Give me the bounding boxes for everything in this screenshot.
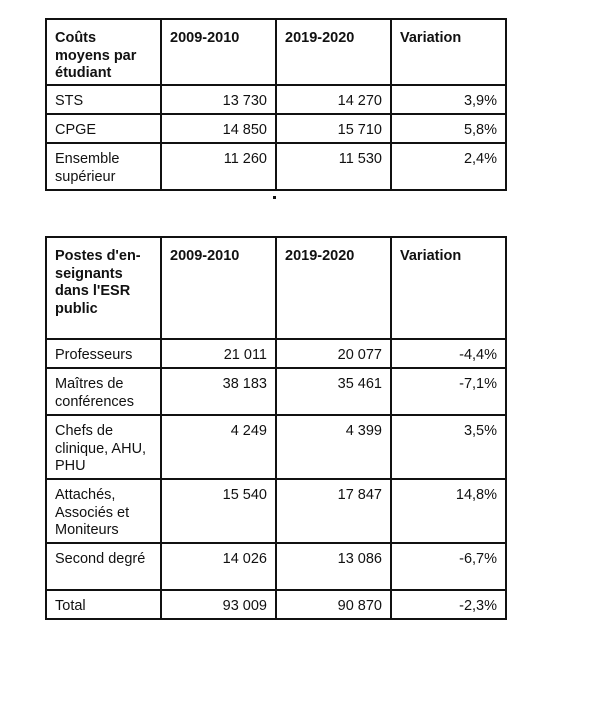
table-row [46, 114, 506, 143]
value-cell [276, 590, 391, 619]
value-variation: 5,8% [463, 122, 497, 138]
value-variation: -7,1% [459, 376, 497, 392]
table-row [46, 479, 506, 543]
value-cell [391, 368, 506, 415]
header-label: 2009-2010 [170, 248, 240, 264]
header-cell [161, 237, 276, 339]
value-2019-2020: 14 270 [337, 93, 382, 109]
value-cell [276, 143, 391, 190]
table-header-row [46, 237, 506, 339]
row-label: CPGE [55, 122, 97, 138]
value-cell [276, 339, 391, 368]
value-2019-2020: 17 847 [337, 487, 382, 503]
row-label: Second degré [55, 551, 146, 567]
value-cell [391, 114, 506, 143]
row-label-cell [46, 590, 161, 619]
value-cell [276, 114, 391, 143]
value-cell [161, 114, 276, 143]
value-2019-2020: 90 870 [337, 598, 382, 614]
header-label: 2019-2020 [285, 248, 355, 264]
value-cell [391, 590, 506, 619]
header-cell [391, 19, 506, 85]
header-label: Variation [400, 248, 462, 264]
value-variation: -2,3% [459, 598, 497, 614]
header-label: 2019-2020 [285, 30, 355, 46]
header-cell [161, 19, 276, 85]
row-label-cell [46, 368, 161, 415]
value-2019-2020: 4 399 [345, 423, 382, 439]
stray-mark [273, 196, 276, 199]
value-variation: 2,4% [463, 151, 497, 167]
row-label-cell [46, 479, 161, 543]
value-variation: -6,7% [459, 551, 497, 567]
row-label-cell [46, 339, 161, 368]
value-variation: 3,9% [463, 93, 497, 109]
value-cell [161, 368, 276, 415]
value-cell [161, 543, 276, 590]
row-label-cell [46, 415, 161, 479]
cost-per-student-table [45, 18, 507, 191]
value-2009-2010: 4 249 [230, 423, 267, 439]
value-cell [276, 479, 391, 543]
value-cell [391, 479, 506, 543]
row-label-cell [46, 85, 161, 114]
value-2019-2020: 35 461 [337, 376, 382, 392]
value-2009-2010: 13 730 [222, 93, 267, 109]
value-cell [161, 85, 276, 114]
value-2009-2010: 93 009 [222, 598, 267, 614]
header-label: 2009-2010 [170, 30, 240, 46]
table-row [46, 143, 506, 190]
value-cell [161, 143, 276, 190]
value-2009-2010: 38 183 [222, 376, 267, 392]
value-variation: 14,8% [455, 487, 497, 503]
value-variation: 3,5% [463, 423, 497, 439]
table-row [46, 590, 506, 619]
value-cell [161, 479, 276, 543]
table-row [46, 339, 506, 368]
table-row [46, 85, 506, 114]
row-label: Professeurs [55, 347, 133, 363]
row-label-cell [46, 543, 161, 590]
value-cell [276, 415, 391, 479]
header-label: Postes d'en-seignants dans l'ESR public [55, 248, 141, 317]
header-label: Variation [400, 30, 462, 46]
row-label: Chefs de clinique, AHU, PHU [55, 423, 147, 474]
value-2009-2010: 14 026 [222, 551, 267, 567]
row-label: Maîtres de conférences [55, 376, 134, 410]
table-header-row [46, 19, 506, 85]
row-label: Ensemble supérieur [55, 151, 120, 185]
value-2009-2010: 21 011 [223, 347, 267, 363]
header-cell [46, 237, 161, 339]
value-cell [161, 590, 276, 619]
value-variation: -4,4% [459, 347, 497, 363]
row-label-cell [46, 143, 161, 190]
header-cell [276, 19, 391, 85]
value-cell [391, 415, 506, 479]
header-cell [276, 237, 391, 339]
value-2009-2010: 11 260 [223, 151, 267, 167]
value-cell [276, 85, 391, 114]
header-cell [46, 19, 161, 85]
row-label-cell [46, 114, 161, 143]
header-cell [391, 237, 506, 339]
row-label: STS [55, 93, 84, 109]
value-2019-2020: 13 086 [337, 551, 382, 567]
table-row [46, 543, 506, 590]
teaching-posts-table [45, 236, 507, 620]
header-label: Coûts moyens par étudiant [55, 30, 137, 81]
row-label: Total [55, 598, 86, 614]
value-cell [276, 368, 391, 415]
value-cell [161, 339, 276, 368]
value-2009-2010: 15 540 [222, 487, 267, 503]
value-2009-2010: 14 850 [222, 122, 267, 138]
table-row [46, 368, 506, 415]
value-cell [161, 415, 276, 479]
table-row [46, 415, 506, 479]
value-2019-2020: 15 710 [337, 122, 382, 138]
value-cell [391, 85, 506, 114]
value-2019-2020: 11 530 [338, 151, 382, 167]
value-cell [391, 143, 506, 190]
value-2019-2020: 20 077 [337, 347, 382, 363]
value-cell [391, 543, 506, 590]
value-cell [391, 339, 506, 368]
value-cell [276, 543, 391, 590]
row-label: Attachés, Associés et Moniteurs [55, 487, 130, 538]
